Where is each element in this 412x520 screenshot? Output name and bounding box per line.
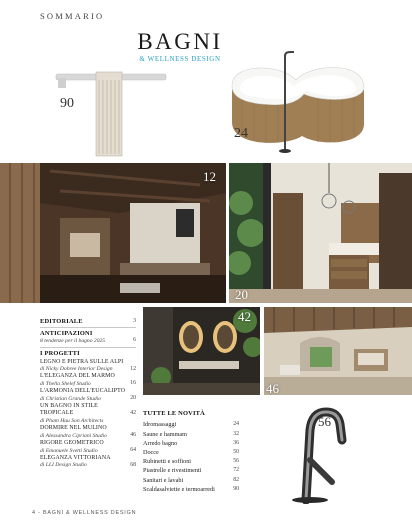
chalet-page-badge: 12 (203, 169, 216, 184)
toc-progetto-page: 68 (130, 461, 136, 468)
toc-progetto-sub: di Thella Shelef Studio (40, 380, 91, 387)
toc-novita-label: Rubinetti e soffioni (143, 458, 192, 466)
toc-novita-page: 24 (233, 421, 239, 428)
toc-progetto-item[interactable] (40, 403, 136, 425)
stone-hall-photo (264, 307, 412, 395)
toc-novita-page: 56 (233, 458, 239, 465)
toc-progetto-sub: di LLI Design Studio (40, 462, 87, 469)
toc-progetto-page: 16 (130, 380, 136, 387)
toc-anticipazioni-page: 6 (133, 337, 136, 344)
toc-novita-label: Idromassaggi (143, 421, 177, 429)
toc-novita-label: Scaldasalviette e termoarredi (143, 485, 215, 493)
toc-novita-page: 82 (233, 476, 239, 483)
toc-progetto-sub: di Christian Grande Studio (40, 395, 102, 402)
toc-novita-item[interactable] (143, 430, 239, 439)
toc-progetto-item[interactable] (40, 359, 136, 374)
toc-novita-page: 72 (233, 467, 239, 474)
toc-progetto-title: ELEGANZA VITTORIANA (40, 454, 111, 461)
masthead-subtitle: & WELLNESS DESIGN (139, 55, 221, 63)
toc-left (40, 318, 136, 470)
toc-progetto-item[interactable] (40, 455, 136, 470)
toc-progetto-title: L'ELEGANZA DEL MARMO (40, 373, 115, 380)
toc-progetto-sub: di Emanuele Svetti Studio (40, 447, 98, 454)
toc-novita-page: 32 (233, 430, 239, 437)
toc-right (143, 410, 239, 494)
toc-novita-label: Arredo bagno (143, 439, 178, 447)
toc-progetto-item[interactable] (40, 440, 136, 455)
mirror-bathroom-photo (143, 307, 260, 395)
toc-anticipazioni[interactable] (40, 330, 136, 345)
toc-novita-item[interactable] (143, 448, 239, 457)
hall-page-badge: 46 (266, 381, 279, 395)
toc-progetto-item[interactable] (40, 388, 136, 403)
toc-novita-item[interactable] (143, 439, 239, 448)
toc-anticipazioni-sub: 8 tendenze per il bagno 2025 (40, 337, 106, 344)
toc-novita-heading: TUTTE LE NOVITÀ (143, 410, 205, 417)
toc-novita-page: 36 (233, 439, 239, 446)
toc-progetto-sub: di Pham Huu Son Architects (40, 417, 104, 424)
gallery-page-badge: 20 (235, 287, 248, 302)
toc-progetto-page: 20 (130, 395, 136, 402)
toc-progetto-item[interactable] (40, 425, 136, 440)
toc-novita-page: 90 (233, 485, 239, 492)
faucet-page-number: 56 (318, 414, 331, 429)
mirror-page-badge: 42 (238, 309, 251, 324)
toc-progetto-sub: di Alessandra Cipriani Studio (40, 432, 107, 439)
toc-progetto-title: RIGORE GEOMETRICO (40, 440, 104, 447)
toc-progetto-sub: di Nicky Dobree Interior Design (40, 366, 113, 373)
toc-progetto-title: LEGNO E PIETRA SULLE ALPI (40, 358, 124, 365)
toc-novita-item[interactable] (143, 420, 239, 429)
toc-editoriale-label: EDITORIALE (40, 318, 83, 325)
section-kicker: SOMMARIO (40, 11, 105, 21)
toc-editoriale-page: 3 (133, 318, 136, 324)
toc-novita-item[interactable] (143, 466, 239, 475)
toc-novita-item[interactable] (143, 457, 239, 466)
toc-progetto-title: DORMIRE NEL MULINO (40, 425, 107, 432)
toc-novita-page: 50 (233, 449, 239, 456)
toc-novita-label: Sanitari e lavabi (143, 476, 184, 484)
toc-progetti-heading: I PROGETTI (40, 350, 80, 358)
toc-novita-label: Saune e hammam (143, 430, 187, 438)
tub-page-number: 24 (234, 126, 248, 141)
toc-progetto-page: 46 (130, 432, 136, 439)
toc-novita-label: Piastrelle e rivestimenti (143, 467, 202, 475)
toc-progetto-title: L'ARMONIA DELL'EUCALIPTO (40, 388, 126, 395)
toc-anticipazioni-label: ANTICIPAZIONI (40, 330, 93, 338)
towel-page-number: 90 (60, 96, 74, 111)
toc-progetto-page: 64 (130, 447, 136, 454)
toc-editoriale[interactable] (40, 318, 136, 325)
page-footer: 4 - BAGNI & WELLNESS DESIGN (32, 510, 137, 516)
masthead-title: BAGNI (137, 29, 223, 54)
toc-progetto-page: 12 (130, 365, 136, 372)
gallery-bathroom-photo (229, 163, 412, 303)
toc-novita-item[interactable] (143, 476, 239, 485)
faucet-image (280, 400, 350, 504)
chalet-bathroom-photo (0, 163, 226, 303)
toc-progetto-item[interactable] (40, 373, 136, 388)
toc-novita-item[interactable] (143, 485, 239, 494)
toc-progetto-title: UN BAGNO IN STILE TROPICALE (40, 403, 98, 417)
toc-novita-label: Docce (143, 449, 159, 457)
toc-progetto-page: 42 (130, 410, 136, 417)
